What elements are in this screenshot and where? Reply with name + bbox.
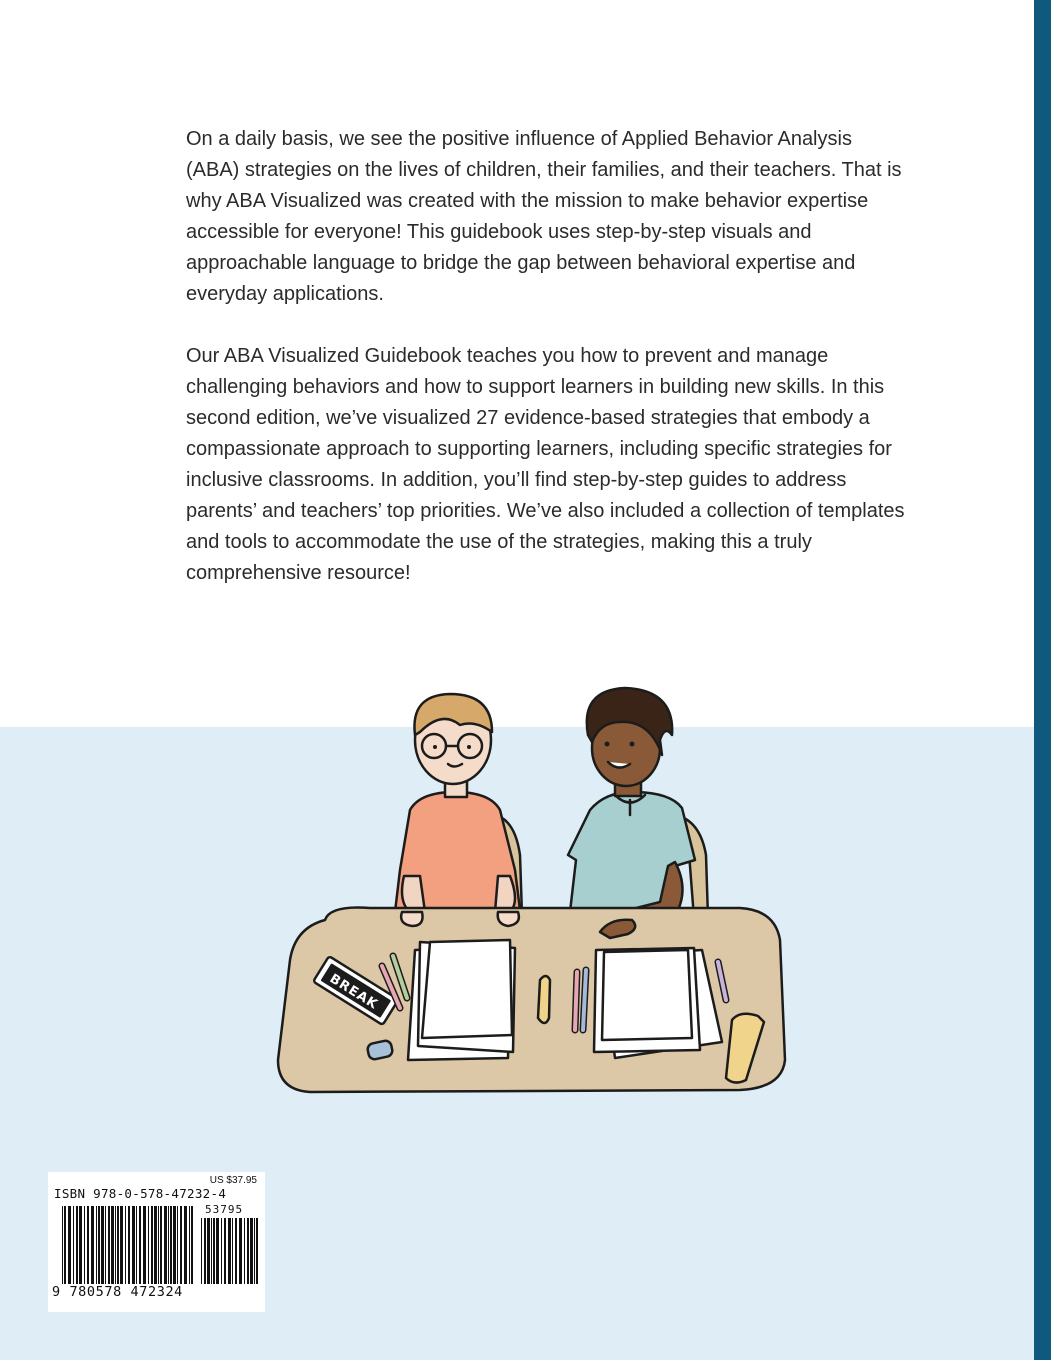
barcode-bar	[256, 1218, 258, 1284]
barcode-bar	[235, 1218, 237, 1284]
barcode-bar	[139, 1206, 141, 1284]
barcode-bar	[168, 1206, 169, 1284]
barcode-bar	[154, 1206, 157, 1284]
barcode-bar	[213, 1218, 215, 1284]
barcode-bar	[136, 1206, 137, 1284]
barcode-bar	[224, 1218, 226, 1284]
barcode-bar	[68, 1206, 71, 1284]
barcode-bar	[73, 1206, 74, 1284]
barcode-bar	[177, 1206, 178, 1284]
left-child	[395, 694, 520, 912]
barcode-bar	[79, 1206, 82, 1284]
barcode-bar	[76, 1206, 78, 1284]
barcode-bar	[216, 1218, 219, 1284]
barcode-bar	[64, 1206, 66, 1284]
barcode-bar	[98, 1206, 100, 1284]
isbn-text: ISBN 978-0-578-47232-4	[54, 1186, 227, 1201]
barcode-bar	[211, 1218, 212, 1284]
barcode-bar	[221, 1218, 222, 1284]
barcode-bar	[128, 1206, 130, 1284]
barcode-bar	[207, 1218, 210, 1284]
spine-edge	[1034, 0, 1051, 1360]
barcode-bar	[105, 1206, 106, 1284]
barcode-bar	[120, 1206, 123, 1284]
barcode-bar	[184, 1206, 187, 1284]
barcode-bar	[160, 1206, 162, 1284]
description-text	[186, 124, 906, 589]
barcode-bar	[164, 1206, 167, 1284]
barcode-bar	[108, 1206, 110, 1284]
barcode-bar	[117, 1206, 119, 1284]
barcode-bar	[180, 1206, 182, 1284]
barcode-bar	[96, 1206, 97, 1284]
barcode-bar	[247, 1218, 249, 1284]
barcode-bar	[101, 1206, 104, 1284]
barcode-bar	[111, 1206, 114, 1284]
barcode-bar	[254, 1218, 255, 1284]
barcode-bar	[151, 1206, 153, 1284]
barcode-bar	[244, 1218, 245, 1284]
barcode-bar	[201, 1218, 202, 1284]
barcode-block	[48, 1172, 265, 1312]
description-paragraph-1: On a daily basis, we see the positive influence of Applied Behavior Analysis (ABA) strategies on the lives of children, their families, and their teachers. That is why ABA Visualized was created with the mission to make behavior expertise accessible for everyone! This guidebook uses step-by-step visuals and approachable language to bridge the gap between behavioral expertise and everyday applications.	[186, 128, 902, 305]
barcode-bar	[204, 1218, 206, 1284]
barcode-bar	[62, 1206, 63, 1284]
barcode-bar	[250, 1218, 253, 1284]
ean-number: 9 780578 472324	[52, 1284, 183, 1300]
break-card-label: BREAK	[326, 971, 381, 1013]
barcode-bar	[158, 1206, 159, 1284]
price-addon-number: 53795	[205, 1203, 244, 1216]
barcode-bar	[228, 1218, 231, 1284]
barcode-bar	[132, 1206, 135, 1284]
barcode-bar	[170, 1206, 172, 1284]
right-child	[568, 688, 695, 932]
barcode-bar	[91, 1206, 94, 1284]
barcode-bar	[191, 1206, 193, 1284]
barcode-bar	[239, 1218, 242, 1284]
barcode-bar	[232, 1218, 233, 1284]
barcode-bar	[125, 1206, 126, 1284]
description-paragraph-2: Our ABA Visualized Guidebook teaches you how to prevent and manage challenging behaviors and how to support learners in building new skills. In this second edition, we’ve visualized 27 evidence-based strategies that embody a compassionate approach to supporting learners, including specific strategies for inclusive classrooms. In addition, you’ll find step-by-step guides to address parents’ and teachers’ top priorities. We’ve also included a collection of templates and tools to accommodate the use of the strategies, making this a truly comprehensive resource!	[186, 345, 905, 584]
price-label: US $37.95	[209, 1175, 257, 1186]
barcode-bar	[87, 1206, 89, 1284]
barcode-bar	[189, 1206, 190, 1284]
barcode-bar	[115, 1206, 116, 1284]
barcode-bar	[173, 1206, 176, 1284]
children-at-table-illustration	[270, 680, 800, 1150]
barcode-bar	[143, 1206, 146, 1284]
barcode-bar	[148, 1206, 149, 1284]
barcode-bar	[84, 1206, 85, 1284]
